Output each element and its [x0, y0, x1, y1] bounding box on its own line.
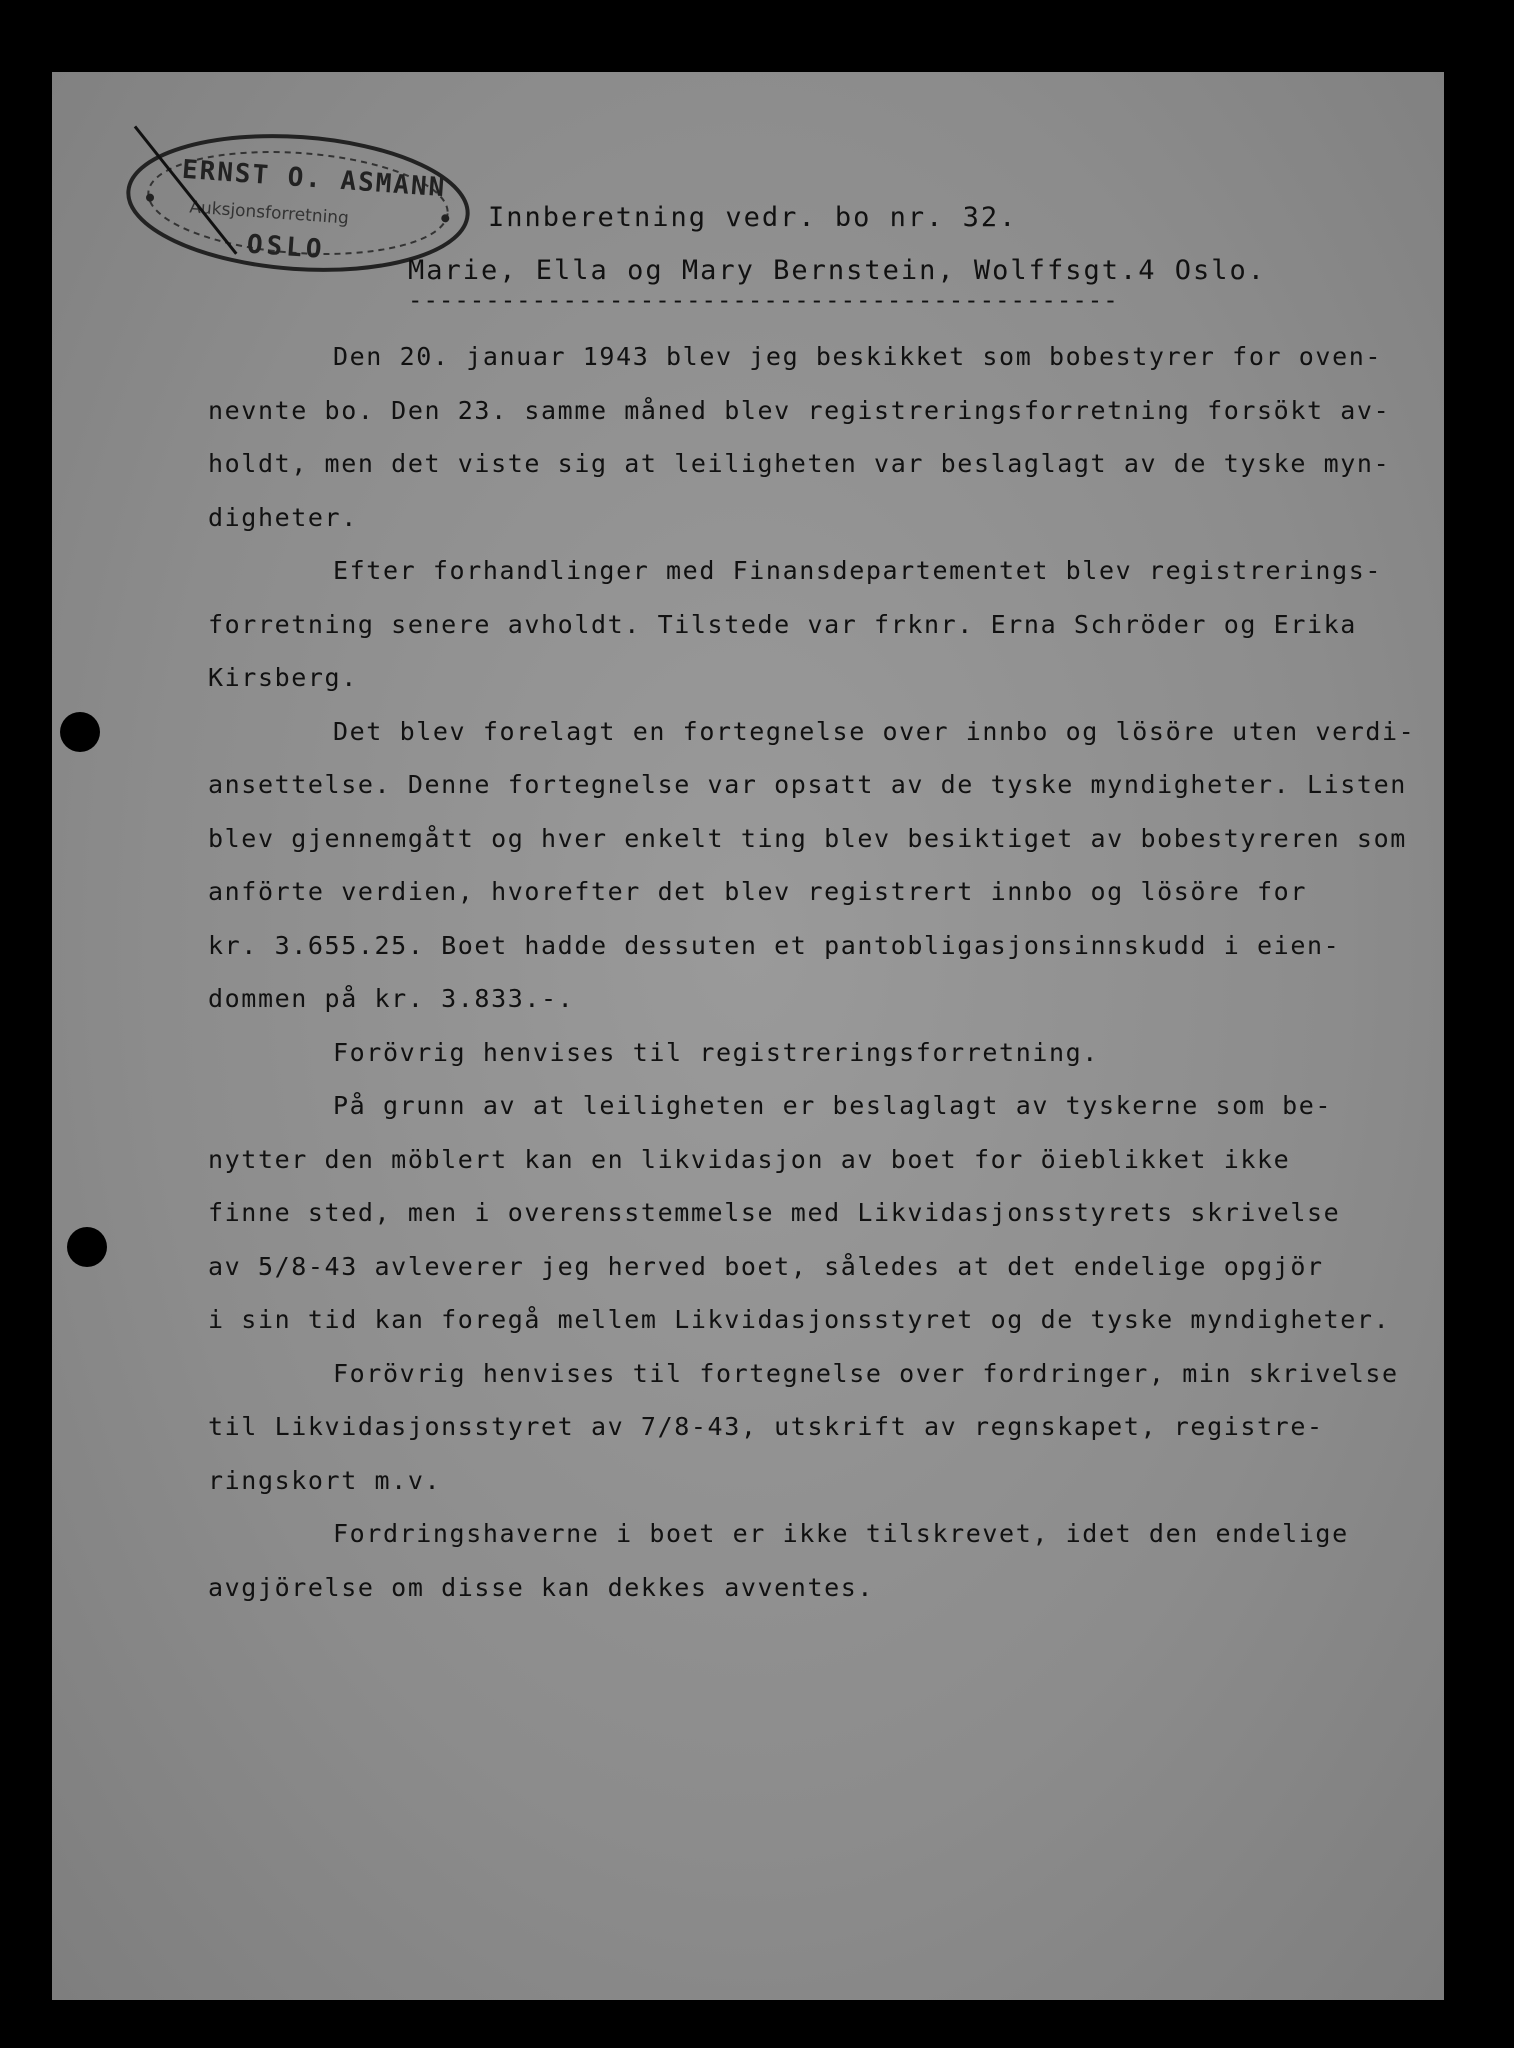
- title-underline: ----------------------------------------------: [408, 286, 1119, 314]
- body-line: blev gjennemgått og hver enkelt ting blev besiktiget av bobestyreren som: [208, 823, 1407, 853]
- body-line: i sin tid kan foregå mellem Likvidasjonsstyret og de tyske myndigheter.: [208, 1305, 1391, 1334]
- body-line: Forövrig henvises til fortegnelse over fordringer, min skrivelse: [333, 1358, 1399, 1388]
- body-line: digheter.: [208, 502, 358, 532]
- body-line: Forövrig henvises til registreringsforretning.: [333, 1037, 1099, 1067]
- body-line: Kirsberg.: [208, 663, 358, 692]
- body-line: dommen på kr. 3.833.-.: [208, 984, 575, 1013]
- document-page: [52, 72, 1444, 2000]
- report-body: [208, 330, 1428, 1614]
- body-line: avgjörelse om disse kan dekkes avventes.: [208, 1572, 875, 1602]
- punch-hole: [67, 1227, 107, 1267]
- body-line: av 5/8-43 avleverer jeg herved boet, således at det endelige opgjör: [208, 1251, 1324, 1281]
- body-line: finne sted, men i overensstemmelse med Likvidasjonsstyrets skrivelse: [208, 1198, 1341, 1227]
- body-line: Fordringshaverne i boet er ikke tilskrevet, idet den endelige: [333, 1519, 1349, 1548]
- body-line: Den 20. januar 1943 blev jeg beskikket som bobestyrer for oven-: [333, 342, 1383, 371]
- punch-hole: [60, 712, 100, 752]
- body-line: Det blev forelagt en fortegnelse over innbo og lösöre uten verdi-: [333, 716, 1416, 746]
- body-line: holdt, men det viste sig at leiligheten var beslaglagt av de tyske myn-: [208, 449, 1391, 478]
- body-line: Efter forhandlinger med Finansdepartementet blev registrerings-: [333, 556, 1383, 585]
- body-line: nytter den möblert kan en likvidasjon av boet for öieblikket ikke: [208, 1144, 1291, 1174]
- stamp-text-top: ERNST O. ASMANN: [180, 154, 448, 204]
- body-line: anförte verdien, hvorefter det blev registrert innbo og lösöre for: [208, 877, 1307, 906]
- body-line: til Likvidasjonsstyret av 7/8-43, utskrift av regnskapet, registre-: [208, 1412, 1324, 1441]
- body-line: ringskort m.v.: [208, 1465, 442, 1495]
- report-title: Innberetning vedr. bo nr. 32.: [488, 202, 1018, 233]
- body-line: kr. 3.655.25. Boet hadde dessuten et pantobligasjonsinnskudd i eien-: [208, 930, 1341, 960]
- body-line: ansettelse. Denne fortegnelse var opsatt av de tyske myndigheter. Listen: [208, 770, 1407, 799]
- stamp-text-middle: Auksjonsforretning: [188, 197, 350, 229]
- stamp-text-bottom: OSLO: [245, 229, 327, 265]
- estate-names: Marie, Ella og Mary Bernstein, Wolffsgt.4 Oslo.: [408, 255, 1267, 286]
- body-line: På grunn av at leiligheten er beslaglagt av tyskerne som be-: [333, 1091, 1333, 1120]
- body-line: nevnte bo. Den 23. samme måned blev registreringsforretning forsökt av-: [208, 395, 1391, 425]
- body-line: forretning senere avholdt. Tilstede var frknr. Erna Schröder og Erika: [208, 609, 1357, 639]
